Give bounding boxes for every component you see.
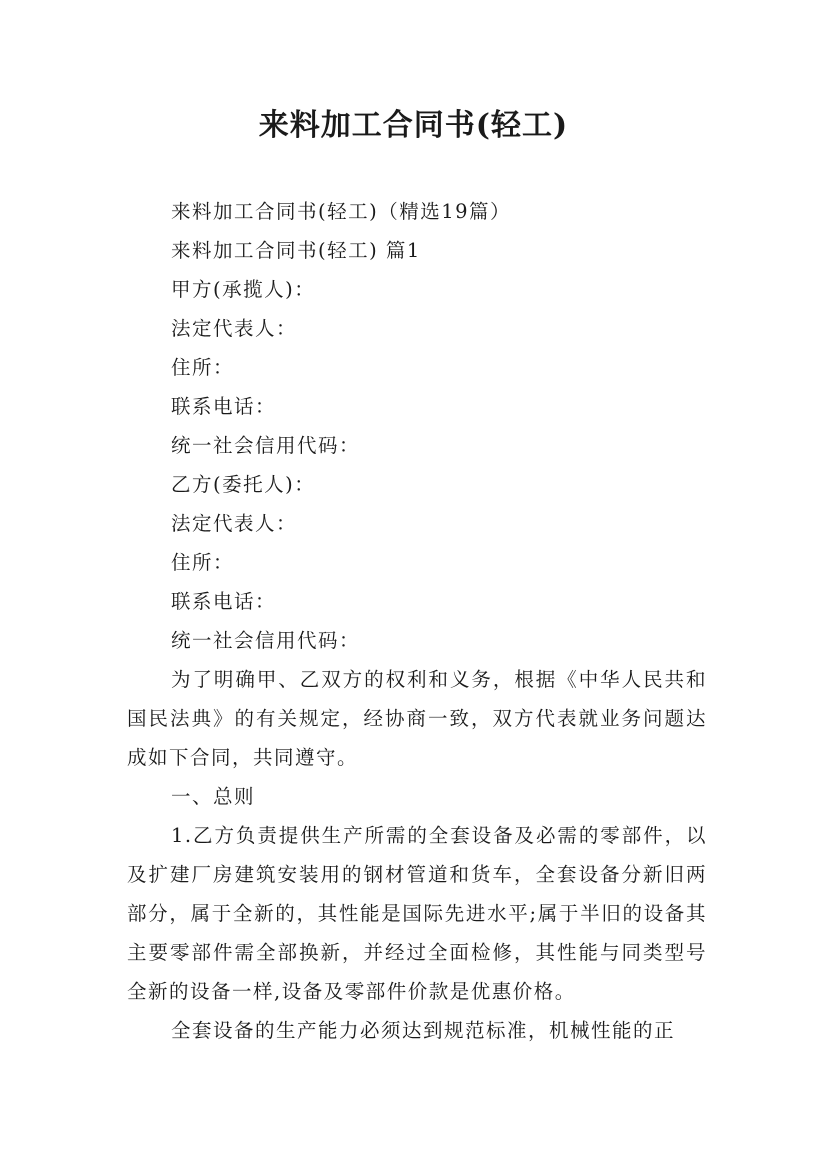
subtitle-line: 来料加工合同书(轻工)（精选19篇） <box>171 200 512 223</box>
chapter-heading-general: 一、总则 <box>171 785 256 808</box>
clause-1-continuation: 全套设备的生产能力必须达到规范标准，机械性能的正 <box>171 1019 676 1042</box>
clause-1-paragraph: 1.乙方负责提供生产所需的全套设备及必需的零部件，以及扩建厂房建筑安装用的钢材管道和货车，全套设备分新旧两部分，属于全新的，其性能是国际先进水平;属于半旧的设备其主要零部件需全部换新，并经过全面检修，其性能与同类型号全新的设备一样,设备及零部件价款是优惠价格。 <box>127 824 707 1003</box>
party-a-phone: 联系电话： <box>171 395 277 418</box>
party-b-phone: 联系电话： <box>171 590 277 613</box>
party-a-label: 甲方(承揽人)： <box>171 278 316 301</box>
party-b-credit-code: 统一社会信用代码： <box>171 629 361 652</box>
section-heading: 来料加工合同书(轻工) 篇1 <box>171 239 421 262</box>
party-b-label: 乙方(委托人)： <box>171 473 316 496</box>
party-a-representative: 法定代表人： <box>171 317 298 340</box>
party-b-address: 住所： <box>171 551 235 574</box>
party-a-address: 住所： <box>171 356 235 379</box>
document-body <box>127 192 707 1050</box>
preamble-paragraph: 为了明确甲、乙双方的权利和义务，根据《中华人民共和国民法典》的有关规定，经协商一致，双方代表就业务问题达成如下合同，共同遵守。 <box>127 668 707 769</box>
document-title: 来料加工合同书(轻工) <box>258 108 569 143</box>
party-b-representative: 法定代表人： <box>171 512 298 535</box>
party-a-credit-code: 统一社会信用代码： <box>171 434 361 457</box>
